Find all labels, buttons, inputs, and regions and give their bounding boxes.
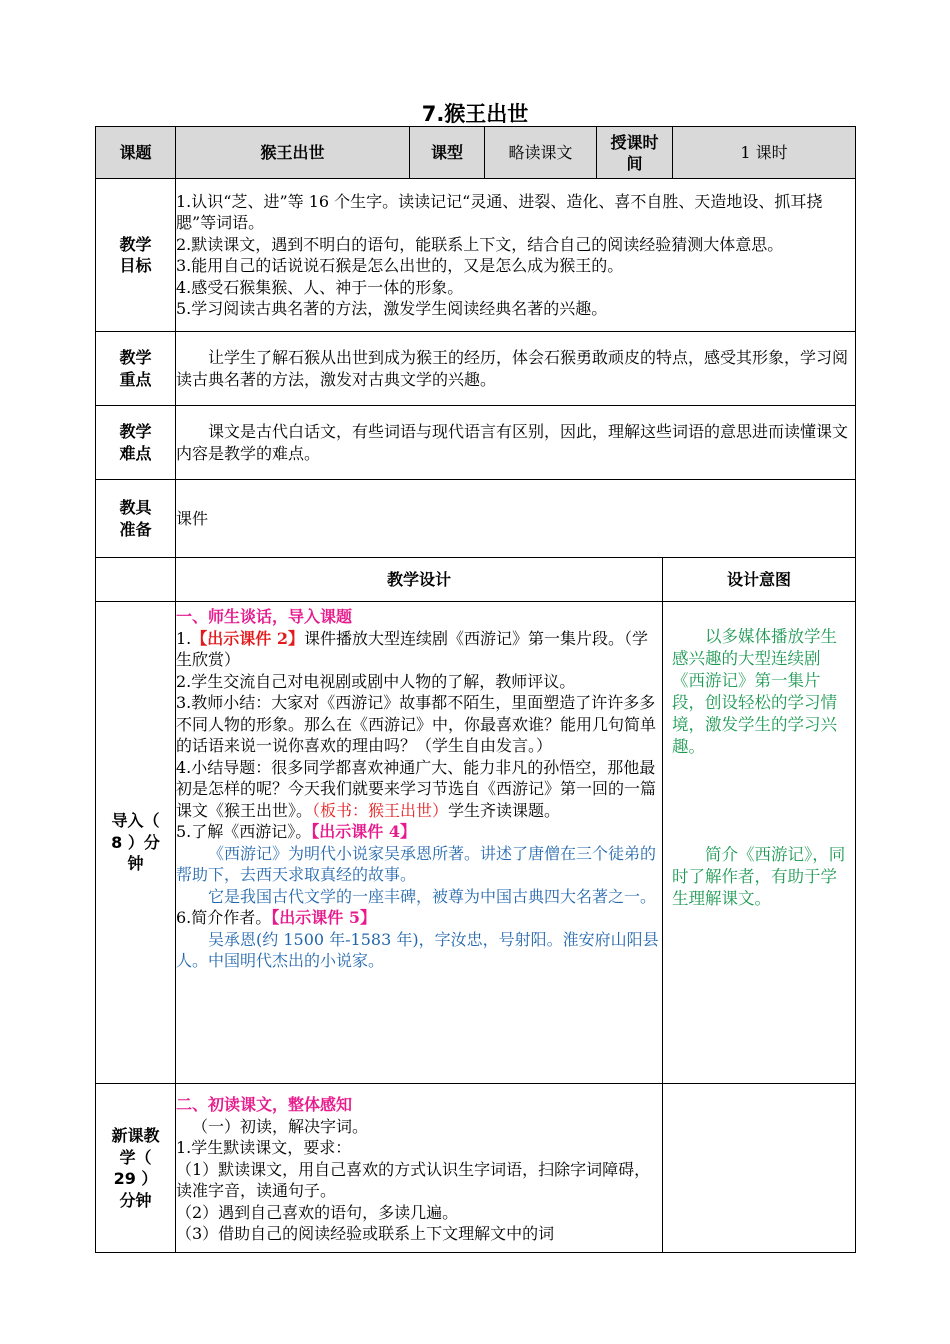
section1-intent (663, 602, 856, 1084)
design-header-blank (96, 558, 176, 602)
section2-heading: 二、初读课文，整体感知 (176, 1095, 353, 1114)
objective-item: 5.学习阅读古典名著的方法，激发学生阅读经典名著的兴趣。 (176, 299, 608, 318)
step-4-text: 4.小结导题：很多同学都喜欢神通广大、能力非凡的孙悟空，那他最初是怎样的呢？今天我们就要来学习节选自《西游记》第一回的一篇课文《猴王出世》。 (176, 757, 657, 820)
design-header-left: 教学设计 (176, 558, 663, 602)
step-5-body-1: 《西游记》为明代小说家吴承恩所著。讲述了唐僧在三个徒弟的帮助下，去西天求取真经的故事。 (176, 843, 657, 884)
courseware-tag: 【出示课件 5】 (271, 908, 376, 927)
type-label: 课型 (410, 127, 485, 179)
difficulties-text: 课文是古代白话文，有些词语与现代语言有区别，因此，理解这些词语的意思进而读懂课文内容是教学的难点。 (176, 422, 849, 463)
section1-row (96, 602, 856, 1084)
step-5-text: 5.了解《西游记》。 (176, 822, 312, 841)
page-title: 7.猴王出世 (421, 102, 529, 126)
topic-value: 猴王出世 (176, 127, 410, 179)
step-4 (176, 757, 662, 822)
section2-line: （一）初读，解决字词。 (192, 1116, 369, 1136)
intent-note-1: 以多媒体播放学生感兴趣的大型连续剧《西游记》第一集片段，创设轻松的学习情境，激发学生的学习兴趣。 (672, 627, 837, 756)
key-points-label: 教学重点 (96, 332, 176, 406)
section2-line: （1）默读课文，用自己喜欢的方式认识生字词语，扫除字词障碍，读准字音，读通句子。 (176, 1159, 651, 1200)
teaching-design-table (95, 557, 856, 1253)
tools-label: 教具准备 (96, 480, 176, 558)
section2-content (176, 1084, 663, 1253)
info-row (96, 127, 856, 179)
step-6-body: 吴承恩(约 1500 年-1583 年)，字汝忠，号射阳。淮安府山阳县人。中国明代杰出的小说家。 (176, 929, 659, 970)
step-3: 3.教师小结：大家对《西游记》故事都不陌生，里面塑造了许许多多不同人物的形象。那么在《西游记》中，你最喜欢谁？能用几句简单的话语来说一说你喜欢的理由吗？（学生自由发言。） (176, 693, 657, 755)
step-6-text: 6.简介作者。 (176, 908, 272, 927)
objective-item: 4.感受石猴集猴、人、神于一体的形象。 (176, 277, 464, 297)
tools-row (96, 480, 856, 558)
section2-label: 新课教学（ 29 ）分钟 (96, 1084, 176, 1253)
hours-value: 1 课时 (673, 127, 856, 179)
tools-content: 课件 (176, 480, 856, 558)
objectives-label: 教学目标 (96, 179, 176, 332)
difficulties-content (176, 406, 856, 480)
section1-heading: 一、师生谈话，导入课题 (176, 607, 353, 626)
objective-item: 1.认识“芝、进”等 16 个生字。读读记记“灵通、进裂、造化、喜不自胜、天造地设、抓耳挠腮”等词语。 (176, 191, 823, 232)
hours-label: 授课时间 (597, 127, 673, 179)
section1-content (176, 602, 663, 1084)
step-1-text: 课件播放大型连续剧《西游记》第一集片段。（学生欣赏） (176, 628, 648, 669)
section2-line: 1.学生默读课文，要求： (176, 1138, 352, 1157)
key-points-text: 让学生了解石猴从出世到成为猴王的经历，体会石猴勇敢顽皮的特点，感受其形象，学习阅读古典名著的方法，激发对古典文学的兴趣。 (176, 348, 849, 389)
lesson-info-table (95, 126, 856, 558)
section2-line: （3）借助自己的阅读经验或联系上下文理解文中的词 (176, 1224, 555, 1243)
objectives-row (96, 179, 856, 332)
section2-line: （2）遇到自己喜欢的语句，多读几遍。 (176, 1202, 459, 1222)
key-points-row (96, 332, 856, 406)
step-5 (176, 821, 662, 843)
objective-item: 2.默读课文，遇到不明白的语句，能联系上下文，结合自己的阅读经验猜测大体意思。 (176, 234, 784, 254)
topic-label: 课题 (96, 127, 176, 179)
objective-item: 3.能用自己的话说说石猴是怎么出世的，又是怎么成为猴王的。 (176, 256, 624, 275)
design-header-right: 设计意图 (663, 558, 856, 602)
difficulties-row (96, 406, 856, 480)
section2-intent (663, 1084, 856, 1253)
difficulties-label: 教学难点 (96, 406, 176, 480)
section1-label: 导入（ 8 ）分钟 (96, 602, 176, 1084)
step-1-number: 1. (176, 628, 192, 648)
step-6 (176, 907, 662, 929)
section2-row (96, 1084, 856, 1253)
step-4-tail: 学生齐读课题。 (448, 800, 561, 820)
step-5-body-2: 它是我国古代文学的一座丰碑，被尊为中国古典四大名著之一。 (208, 886, 657, 906)
step-1 (176, 628, 662, 671)
objectives-content (176, 179, 856, 332)
key-points-content (176, 332, 856, 406)
intent-note-2: 简介《西游记》，同时了解作者，有助于学生理解课文。 (672, 845, 846, 908)
courseware-tag: 【出示课件 2】 (191, 628, 304, 648)
courseware-tag: 【出示课件 4】 (311, 822, 416, 841)
step-2: 2.学生交流自己对电视剧或剧中人物的了解，教师评议。 (176, 671, 576, 691)
design-header-row (96, 558, 856, 602)
blackboard-note: （板书：猴王出世） (312, 800, 449, 820)
type-value: 略读课文 (485, 127, 597, 179)
